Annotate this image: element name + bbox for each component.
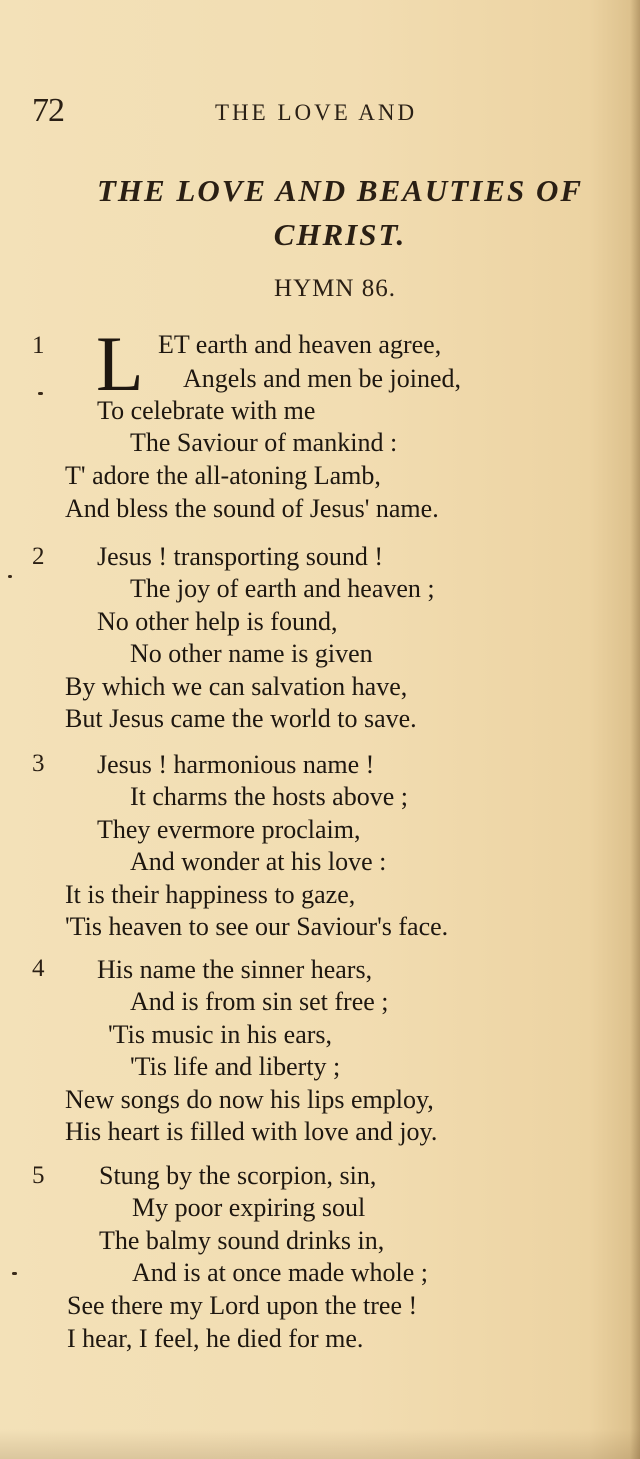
verse-line: Angels and men be joined, bbox=[183, 364, 461, 393]
running-head: THE LOVE AND bbox=[215, 100, 418, 125]
verse-line: Jesus ! transporting sound ! bbox=[97, 542, 383, 571]
hymn-title-line-2: CHRIST. bbox=[273, 217, 407, 252]
verse-line: His heart is filled with love and joy. bbox=[65, 1117, 438, 1146]
verse-line: It is their happiness to gaze, bbox=[65, 880, 356, 909]
verse-line: T' adore the all-atoning Lamb, bbox=[65, 461, 381, 490]
verse-line: To celebrate with me bbox=[97, 396, 316, 425]
verse-line: New songs do now his lips employ, bbox=[65, 1085, 434, 1114]
verse-line: Jesus ! harmonious name ! bbox=[97, 750, 375, 779]
verse-line: They evermore proclaim, bbox=[97, 815, 361, 844]
verse-line: No other help is found, bbox=[97, 607, 338, 636]
hymn-title-line-1: THE LOVE AND BEAUTIES OF bbox=[96, 173, 584, 208]
verse-line: Stung by the scorpion, sin, bbox=[99, 1161, 377, 1190]
verse-line: 'Tis life and liberty ; bbox=[130, 1052, 341, 1081]
stanza-number: 4 bbox=[32, 955, 45, 982]
verse-line: The balmy sound drinks in, bbox=[99, 1226, 385, 1255]
verse-line: And wonder at his love : bbox=[130, 847, 387, 876]
verse-line: See there my Lord upon the tree ! bbox=[67, 1291, 418, 1320]
drop-cap: L bbox=[96, 320, 144, 407]
stanza-number: 3 bbox=[32, 750, 45, 777]
verse-line: No other name is given bbox=[130, 639, 373, 668]
verse-line: But Jesus came the world to save. bbox=[65, 704, 417, 733]
verse-line: And bless the sound of Jesus' name. bbox=[65, 494, 439, 523]
verse-line: ET earth and heaven agree, bbox=[158, 330, 442, 359]
verse-line: My poor expiring soul bbox=[132, 1193, 366, 1222]
stanza-number: 5 bbox=[32, 1162, 45, 1189]
stanza-number: 1 bbox=[32, 332, 45, 359]
verse-line: His name the sinner hears, bbox=[97, 955, 373, 984]
ink-speck bbox=[8, 575, 12, 578]
hymn-number: HYMN 86. bbox=[274, 275, 396, 302]
ink-speck bbox=[12, 1272, 17, 1275]
stanza-number: 2 bbox=[32, 543, 45, 570]
verse-line: 'Tis music in his ears, bbox=[108, 1020, 333, 1049]
verse-line: And is at once made whole ; bbox=[132, 1258, 429, 1287]
verse-line: It charms the hosts above ; bbox=[130, 782, 408, 811]
verse-line: The joy of earth and heaven ; bbox=[130, 574, 435, 603]
verse-line: I hear, I feel, he died for me. bbox=[67, 1324, 364, 1353]
verse-line: 'Tis heaven to see our Saviour's face. bbox=[65, 912, 449, 941]
verse-line: By which we can salvation have, bbox=[65, 672, 408, 701]
page-number: 72 bbox=[32, 92, 64, 129]
verse-line: And is from sin set free ; bbox=[130, 987, 389, 1016]
page-bottom-shadow bbox=[0, 1429, 640, 1459]
ink-speck bbox=[38, 392, 43, 395]
page-edge-shadow bbox=[630, 0, 640, 1459]
verse-line: The Saviour of mankind : bbox=[130, 428, 398, 457]
